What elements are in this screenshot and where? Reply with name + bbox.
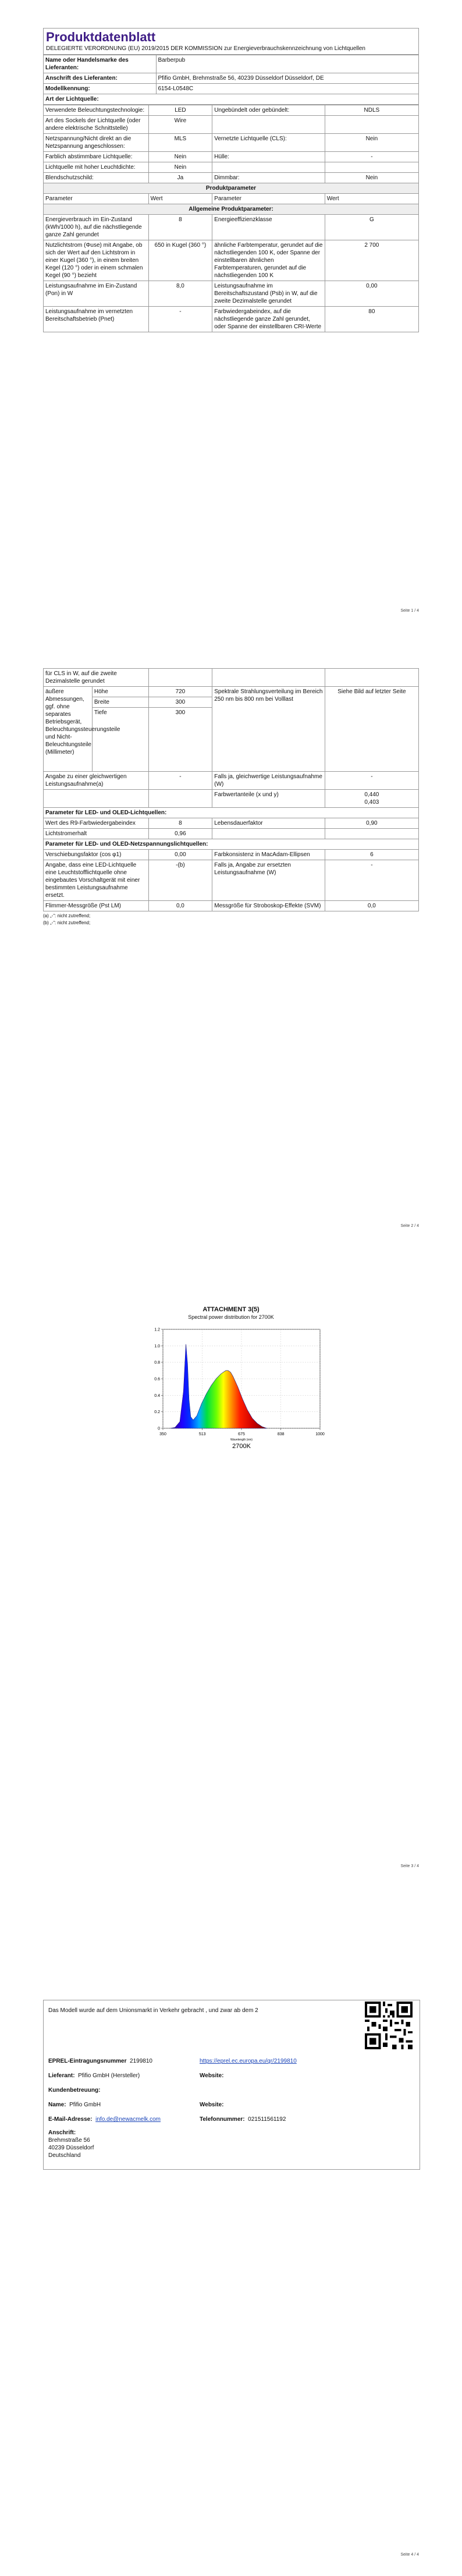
empty-cell	[325, 829, 418, 839]
row-value: 0,90	[325, 818, 418, 829]
x-tick-label: 350	[159, 1432, 166, 1436]
table-row	[44, 307, 419, 332]
row-label: Wert des R9-Farbwiedergabeindex	[44, 818, 149, 829]
spd-label: Spektrale Strahlungsverteilung im Bereich 250 nm bis 800 nm bei Volllast	[212, 687, 325, 772]
y-tick-label: 1.2	[154, 1328, 160, 1332]
row-value: Nein	[325, 173, 418, 183]
email-label: E-Mail-Adresse:	[48, 2116, 93, 2123]
eprel-info	[43, 2000, 420, 2170]
row-label: Leistungsaufnahme im vernetzten Bereitschaftsbetrieb (Pnet)	[44, 307, 149, 332]
table-row	[44, 281, 419, 307]
column-header: Wert	[325, 194, 418, 204]
table-row	[44, 790, 419, 808]
page-number: Seite 3 / 4	[400, 1864, 419, 1868]
page-1	[0, 0, 462, 640]
empty-cell	[212, 829, 325, 839]
attachment-subtitle: Spectral power distribution for 2700K	[188, 1314, 274, 1320]
page-3	[0, 1280, 462, 1921]
table-row	[44, 173, 419, 183]
supplier-value: Pfifio GmbH (Hersteller)	[78, 2073, 140, 2079]
address-value: Pfifio GmbH, Brehmstraße 56, 40239 Düsseldorf Düsseldorf, DE	[156, 73, 419, 84]
dimension-value: 300	[148, 708, 212, 772]
row-value: -	[148, 772, 212, 790]
x-value: 0,440	[364, 792, 379, 798]
table-row	[44, 860, 419, 901]
spd-chart	[140, 1320, 337, 1454]
phone-value: 021511561192	[248, 2116, 286, 2123]
dimension-label: Höhe	[92, 687, 148, 697]
empty-cell	[148, 790, 212, 808]
table-row	[44, 850, 419, 860]
row-value: Nein	[325, 134, 418, 152]
product-datasheet	[43, 28, 419, 332]
row-value: 0,00	[148, 850, 212, 860]
dimensions-label: äußere Abmessungen, ggf. ohne separates Betriebsgerät, Beleuchtungssteuerungsteile und Nicht-Beleuchtungsteile (Millimeter)	[44, 687, 93, 772]
row-label: Verschiebungsfaktor (cos φ1)	[44, 850, 149, 860]
row-value: 650 in Kugel (360 °)	[148, 240, 212, 281]
row-label: Lichtstromerhalt	[44, 829, 149, 839]
section-header: Parameter für LED- und OLED-Lichtquellen:	[44, 808, 419, 818]
table-row	[44, 818, 419, 829]
page-number: Seite 1 / 4	[400, 609, 419, 613]
y-tick-label: 1.0	[154, 1344, 160, 1349]
page-2	[0, 640, 462, 1280]
row-label: Angabe zu einer gleichwertigen Leistungsaufnahme(a)	[44, 772, 149, 790]
dimension-label: Tiefe	[92, 708, 148, 772]
row-label: Messgröße für Stroboskop-Effekte (SVM)	[212, 901, 325, 911]
row-label: ähnliche Farbtemperatur, gerundet auf die nächstliegenden 100 K, oder Spanne der einstellbaren ähnlichen Farbtemperaturen, gerundet auf die nächstliegenden 100 K	[212, 240, 325, 281]
phone-label: Telefonnummer:	[200, 2116, 245, 2123]
row-value: G	[325, 215, 418, 240]
row-label: Falls ja, gleichwertige Leistungsaufnahme (W)	[212, 772, 325, 790]
page-4	[0, 1921, 462, 2576]
website-label: Website:	[200, 2073, 224, 2079]
row-value: -(b)	[148, 860, 212, 901]
email-link[interactable]: info.de@newacmelk.com	[95, 2116, 161, 2123]
row-label: Lichtquelle mit hoher Leuchtdichte:	[44, 162, 149, 173]
row-value: LED	[148, 105, 212, 116]
table-row	[44, 116, 419, 134]
empty-cell	[325, 669, 418, 687]
table-row	[44, 240, 419, 281]
y-tick-label: 0.6	[154, 1377, 160, 1382]
support-label: Kundenbetreuung:	[48, 2087, 101, 2094]
page-number: Seite 4 / 4	[400, 2553, 419, 2557]
row-value	[325, 790, 418, 808]
row-label: Energieverbrauch im Ein-Zustand (kWh/1000 h), auf die nächstliegende ganze Zahl gerundet	[44, 215, 149, 240]
website2-label: Website:	[200, 2102, 224, 2108]
supplier-label: Lieferant:	[48, 2073, 75, 2079]
row-label: Energieeffizienzklasse	[212, 215, 325, 240]
section-header: Allgemeine Produktparameter:	[44, 204, 419, 215]
row-value: 0,0	[325, 901, 418, 911]
row-label: Lebensdauerfaktor	[212, 818, 325, 829]
row-label: Farbwertanteile (x und y)	[212, 790, 325, 808]
row-label: Ungebündelt oder gebündelt:	[212, 105, 325, 116]
row-label: Art des Sockels der Lichtquelle (oder andere elektrische Schnittstelle)	[44, 116, 149, 134]
row-value: Ja	[148, 173, 212, 183]
y-tick-label: 0.4	[154, 1393, 160, 1398]
addr-line-3: Deutschland	[48, 2152, 81, 2159]
dimension-label: Breite	[92, 697, 148, 708]
row-label: Netzspannung/Nicht direkt an die Netzspannung angeschlossen:	[44, 134, 149, 152]
row-value: 8,0	[148, 281, 212, 307]
row-value: 8	[148, 818, 212, 829]
row-label: für CLS in W, auf die zweite Dezimalstelle gerundet	[44, 669, 149, 687]
row-label	[212, 162, 325, 173]
table-row	[44, 669, 419, 687]
table-row	[44, 829, 419, 839]
light-type-header: Art der Lichtquelle:	[44, 94, 419, 105]
row-value: -	[325, 860, 418, 901]
chart-caption: 2700K	[232, 1443, 251, 1450]
market-intro: Das Modell wurde auf dem Unionsmarkt in Verkehr gebracht , und zwar ab dem 2	[48, 2007, 258, 2014]
row-value: 0,00	[325, 281, 418, 307]
y-tick-label: 0	[158, 1427, 160, 1431]
row-value: -	[325, 152, 418, 162]
attachment-title: ATTACHMENT 3(5)	[202, 1306, 260, 1313]
row-value: Nein	[148, 162, 212, 173]
reg-label: EPREL-Eintragungsnummer	[48, 2058, 127, 2064]
row-label: Farblich abstimmbare Lichtquelle:	[44, 152, 149, 162]
row-value: -	[325, 772, 418, 790]
brand-label: Name oder Handelsmarke des Lieferanten:	[44, 55, 157, 73]
footnote-a: (a) „-“: nicht zutreffend;	[43, 913, 91, 918]
row-value: NDLS	[325, 105, 418, 116]
table-row	[44, 162, 419, 173]
row-label: Farbwiedergabeindex, auf die nächstliegende ganze Zahl gerundet, oder Spanne der einstellbaren CRI-Werte	[212, 307, 325, 332]
row-value: 2 700	[325, 240, 418, 281]
model-label: Modellkennung:	[44, 84, 157, 94]
row-label: Nutzlichtstrom (Φuse) mit Angabe, ob sich der Wert auf den Lichtstrom in einer Kugel (360 °), in einem breiten Kegel (120 °) oder in einem schmalen Kegel (90 °) bezieht	[44, 240, 149, 281]
table-row	[44, 215, 419, 240]
spd-value: Siehe Bild auf letzter Seite	[325, 687, 418, 772]
row-value: 8	[148, 215, 212, 240]
regulation-subtitle: DELEGIERTE VERORDNUNG (EU) 2019/2015 DER KOMMISSION zur Energieverbrauchskennzeichnung von Lichtquellen	[46, 45, 365, 52]
page-title: Produktdatenblatt	[46, 30, 156, 44]
qr-code-icon	[365, 2002, 413, 2049]
section-header: Produktparameter	[44, 183, 419, 194]
row-label: Farbkonsistenz in MacAdam-Ellipsen	[212, 850, 325, 860]
addr-line-1: Brehmstraße 56	[48, 2137, 90, 2144]
empty-cell	[148, 669, 212, 687]
address-label: Anschrift des Lieferanten:	[44, 73, 157, 84]
row-value: Wire	[148, 116, 212, 134]
light-type-table	[43, 105, 419, 332]
y-value: 0,403	[364, 799, 379, 806]
dimension-value: 300	[148, 697, 212, 708]
y-tick-label: 0.2	[154, 1410, 160, 1415]
x-tick-label: 838	[277, 1432, 285, 1436]
page-number: Seite 2 / 4	[400, 1224, 419, 1228]
table-row	[44, 105, 419, 116]
supplier-table	[43, 55, 419, 105]
row-value	[325, 162, 418, 173]
table-row	[44, 152, 419, 162]
x-tick-label: 513	[198, 1432, 206, 1436]
row-label: Verwendete Beleuchtungstechnologie:	[44, 105, 149, 116]
reg-value: 2199810	[130, 2058, 152, 2064]
table-row	[44, 134, 419, 152]
addr-label: Anschrift:	[48, 2130, 76, 2136]
name-label: Name:	[48, 2102, 66, 2108]
section-header: Parameter für LED- und OLED-Netzspannungslichtquellen:	[44, 839, 419, 850]
row-label: Flimmer-Messgröße (Pst LM)	[44, 901, 149, 911]
row-label	[212, 116, 325, 134]
row-label: Hülle:	[212, 152, 325, 162]
y-tick-label: 0.8	[154, 1361, 160, 1365]
table-row	[44, 901, 419, 911]
eprel-table	[48, 2054, 351, 2159]
table-row	[44, 772, 419, 790]
row-value	[325, 116, 418, 134]
row-value: 0,0	[148, 901, 212, 911]
x-axis-label: Wavelength (nm)	[230, 1438, 253, 1442]
row-value: -	[148, 307, 212, 332]
brand-value: Barberpub	[156, 55, 419, 73]
row-value: MLS	[148, 134, 212, 152]
model-value: 6154-L0548C	[156, 84, 419, 94]
x-tick-label: 1000	[315, 1432, 325, 1436]
row-label: Blendschutzschild:	[44, 173, 149, 183]
footnote-b: (b) „-“: nicht zutreffend;	[43, 920, 91, 925]
name-value: Pfifio GmbH	[69, 2102, 101, 2108]
product-datasheet-continued	[43, 668, 419, 927]
column-header: Parameter	[212, 194, 325, 204]
row-value: 80	[325, 307, 418, 332]
row-label: Angabe, dass eine LED-Lichtquelle eine Leuchtstofflichtquelle ohne eingebautes Vorschaltgerät mit einer bestimmten Leistungsaufnahme ersetzt.	[44, 860, 149, 901]
eprel-link[interactable]: https://eprel.ec.europa.eu/qr/2199810	[200, 2058, 297, 2064]
row-label: Leistungsaufnahme im Bereitschaftszustand (Psb) in W, auf die zweite Dezimalstelle gerundet	[212, 281, 325, 307]
empty-cell	[44, 790, 149, 808]
row-label: Vernetzte Lichtquelle (CLS):	[212, 134, 325, 152]
addr-line-2: 40239 Düsseldorf	[48, 2145, 94, 2151]
column-header: Parameter	[44, 194, 149, 204]
x-tick-label: 675	[238, 1432, 245, 1436]
column-header: Wert	[148, 194, 212, 204]
row-value: Nein	[148, 152, 212, 162]
table-row	[44, 687, 419, 697]
empty-cell	[212, 669, 325, 687]
row-label: Falls ja, Angabe zur ersetzten Leistungsaufnahme (W)	[212, 860, 325, 901]
row-value: 6	[325, 850, 418, 860]
dimension-value: 720	[148, 687, 212, 697]
row-value: 0,96	[148, 829, 212, 839]
row-label: Leistungsaufnahme im Ein-Zustand (Pon) in W	[44, 281, 149, 307]
params-continued-table	[43, 668, 419, 911]
row-label: Dimmbar:	[212, 173, 325, 183]
